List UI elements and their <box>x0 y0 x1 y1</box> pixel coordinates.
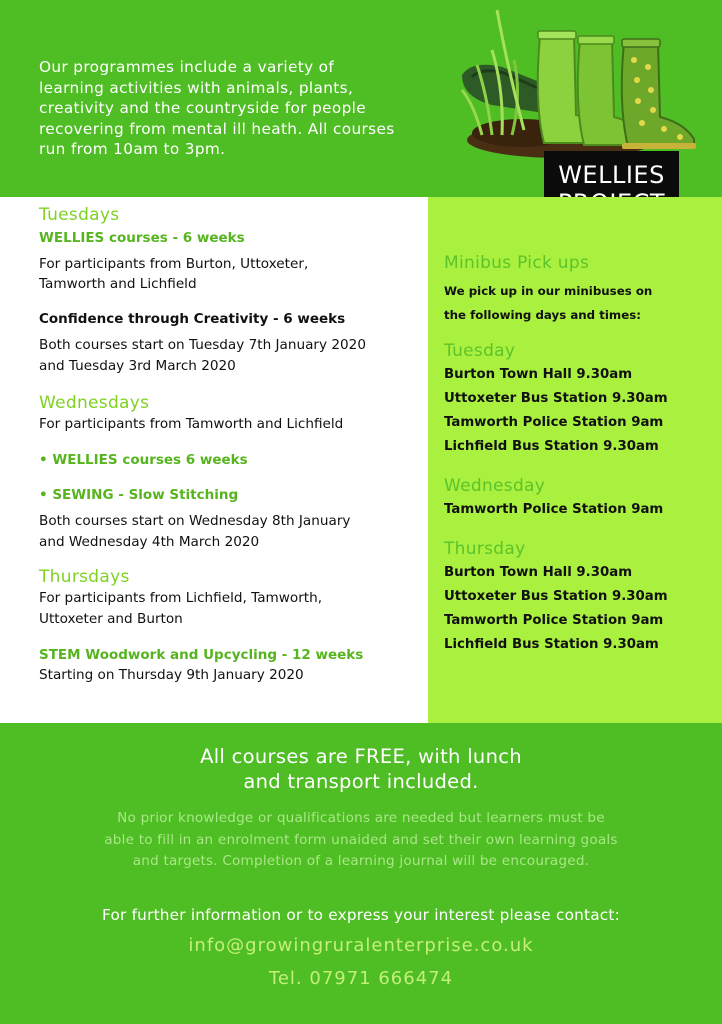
pickup-stop: Burton Town Hall 9.30am <box>444 565 633 580</box>
contact-phone[interactable]: Tel. 07971 666474 <box>268 968 454 989</box>
minibus-intro-line-2: the following days and times: <box>444 308 641 322</box>
wednesdays-start-line-1: Both courses start on Wednesday 8th January <box>39 513 351 529</box>
minibus-heading: Minibus Pick ups <box>444 253 590 273</box>
wednesdays-bullet-1: • WELLIES courses 6 weeks <box>39 452 248 468</box>
thursdays-participants-line-1: For participants from Lichfield, Tamworth, <box>39 590 323 606</box>
wednesdays-heading: Wednesdays <box>39 393 150 413</box>
intro-line: learning activities with animals, plants, <box>39 78 354 97</box>
contact-prompt: For further information or to express your interest please contact: <box>102 906 620 924</box>
prior-line-1: No prior knowledge or qualifications are needed but learners must be <box>117 810 605 826</box>
prior-line-3: and targets. Completion of a learning journal will be encouraged. <box>132 853 590 869</box>
prior-line-2: able to fill in an enrolment form unaided and set their own learning goals <box>104 831 618 848</box>
wellington-boots-icon <box>452 5 702 173</box>
pickup-stop: Uttoxeter Bus Station 9.30am <box>444 589 668 604</box>
pickup-stop: Tamworth Police Station 9am <box>444 502 664 517</box>
requirements-text <box>20 808 702 873</box>
tuesdays-participants-line-1: For participants from Burton, Uttoxeter, <box>39 256 309 272</box>
tuesdays-participants-line-2: Tamworth and Lichfield <box>39 276 197 292</box>
pickup-stop: Tamworth Police Station 9am <box>444 613 664 628</box>
tuesdays-start-line-2: and Tuesday 3rd March 2020 <box>39 358 236 374</box>
pickup-stop: Lichfield Bus Station 9.30am <box>444 637 659 652</box>
minibus-tuesday-label: Tuesday <box>444 341 516 361</box>
intro-text <box>39 57 439 160</box>
wednesdays-participants: For participants from Tamworth and Lichfield <box>39 416 344 432</box>
wednesdays-bullet-2: • SEWING - Slow Stitching <box>39 487 239 503</box>
pickup-stop: Burton Town Hall 9.30am <box>444 367 633 382</box>
free-line-1: All courses are FREE, with lunch <box>200 745 522 768</box>
wednesdays-start-line-2: and Wednesday 4th March 2020 <box>39 534 260 550</box>
contact-email-link[interactable]: info@growingruralenterprise.co.uk <box>188 935 534 956</box>
thursdays-course: STEM Woodwork and Upcycling - 12 weeks <box>39 647 364 663</box>
free-line-2: and transport included. <box>243 770 479 793</box>
minibus-wednesday-label: Wednesday <box>444 476 546 496</box>
minibus-thursday-label: Thursday <box>444 539 526 559</box>
thursdays-start: Starting on Thursday 9th January 2020 <box>39 667 304 683</box>
thursdays-participants-line-2: Uttoxeter and Burton <box>39 611 183 627</box>
intro-line: Our programmes include a variety of <box>39 58 335 76</box>
intro-line: run from 10am to 3pm. <box>39 140 226 158</box>
intro-line: creativity and the countryside for people <box>39 99 367 117</box>
logo-line-1: WELLIES <box>558 161 665 189</box>
tuesdays-start-line-1: Both courses start on Tuesday 7th January 2020 <box>39 337 366 353</box>
tuesdays-course-1: WELLIES courses - 6 weeks <box>39 230 245 246</box>
pickup-stop: Tamworth Police Station 9am <box>444 415 664 430</box>
intro-line: recovering from mental ill heath. All courses <box>39 119 395 138</box>
tuesdays-heading: Tuesdays <box>39 205 120 225</box>
tuesdays-course-2: Confidence through Creativity - 6 weeks <box>39 311 346 327</box>
thursdays-heading: Thursdays <box>39 567 130 587</box>
minibus-intro-line-1: We pick up in our minibuses on <box>444 284 653 298</box>
pickup-stop: Lichfield Bus Station 9.30am <box>444 439 659 454</box>
free-courses-statement <box>0 744 722 794</box>
pickup-stop: Uttoxeter Bus Station 9.30am <box>444 391 668 406</box>
